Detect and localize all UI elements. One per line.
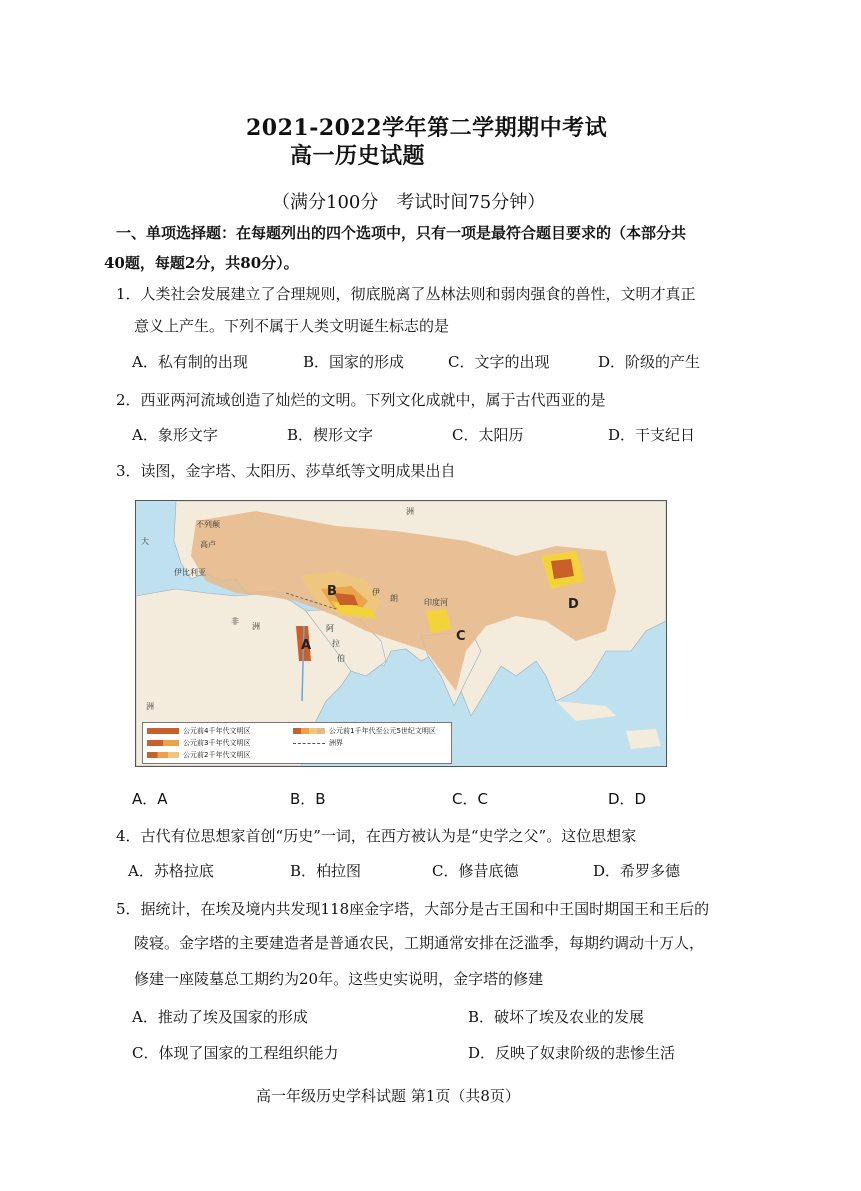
civilization-map: [135, 500, 667, 767]
place-label-continent-2: 洲: [406, 507, 414, 516]
place-label-arabia-2: 拉: [332, 639, 340, 648]
question-1-stem-line2: 意义上产生。下列不属于人类文明诞生标志的是: [134, 317, 450, 335]
question-1-option-d[interactable]: D．阶级的产生: [598, 353, 701, 371]
region-label-a: A: [301, 638, 312, 653]
place-label-gaul: 高卢: [200, 540, 216, 549]
region-label-c: C: [456, 629, 466, 644]
question-4-option-b[interactable]: B．柏拉图: [290, 862, 362, 880]
region-label-d: D: [568, 597, 579, 612]
question-3-option-b[interactable]: B．B: [290, 790, 326, 808]
legend-swatch-boundary: [293, 743, 325, 744]
map-land-island: [626, 729, 661, 749]
question-5-option-c[interactable]: C．体现了国家的工程组织能力: [132, 1044, 339, 1062]
question-4-option-d[interactable]: D．希罗多德: [593, 862, 681, 880]
legend-label-2k: 公元前2千年代文明区: [183, 751, 251, 759]
question-1-stem-line1: 1．人类社会发展建立了合理规则，彻底脱离了丛林法则和弱肉强食的兽性，文明才真正: [116, 285, 696, 303]
section-heading-line2: 40题，每题2分，共80分）。: [104, 254, 299, 272]
legend-swatch-2k: [147, 752, 179, 758]
place-label-iberia: 伊比利亚: [174, 568, 206, 577]
legend-label-1k: 公元前1千年代至公元5世纪文明区: [329, 727, 436, 735]
legend-item-boundary: [293, 738, 343, 748]
legend-label-4k: 公元前4千年代文明区: [183, 727, 251, 735]
question-5-stem-line3: 修建一座陵墓总工期约为20年。这些史实说明，金字塔的修建: [134, 970, 544, 988]
exam-info: （满分100分 考试时间75分钟）: [272, 192, 546, 213]
legend-swatch-1k: [293, 728, 325, 734]
legend-label-boundary: 洲界: [329, 739, 343, 747]
legend-swatch-3k: [147, 740, 179, 746]
place-label-indus: 印度河: [424, 598, 448, 607]
question-1-option-a[interactable]: A．私有制的出现: [132, 353, 248, 371]
legend-item-4k: [147, 726, 250, 736]
civ-zone-4k-d: [551, 559, 574, 579]
legend-item-2k: [147, 750, 250, 760]
place-label-ocean: 大: [141, 537, 149, 546]
question-2-option-a[interactable]: A．象形文字: [132, 426, 218, 444]
place-label-arabia-1: 阿: [326, 624, 334, 633]
section-heading-line1: 一、单项选择题：在每题列出的四个选项中，只有一项是最符合题目要求的（本部分共: [116, 224, 687, 242]
question-1-option-c[interactable]: C．文字的出现: [448, 353, 550, 371]
question-5-option-a[interactable]: A．推动了埃及国家的形成: [132, 1008, 308, 1026]
question-3-stem: 3．读图，金字塔、太阳历、莎草纸等文明成果出自: [116, 462, 456, 480]
map-legend: [142, 722, 452, 764]
question-5-option-d[interactable]: D．反映了奴隶阶级的悲惨生活: [468, 1044, 676, 1062]
question-5-option-b[interactable]: B．破坏了埃及农业的发展: [468, 1008, 645, 1026]
question-5-stem-line2: 陵寝。金字塔的主要建造者是普通农民，工期通常安排在泛滥季，每期约调动十万人，: [134, 934, 705, 952]
place-label-continent-1: 洲: [146, 702, 154, 711]
question-2-option-b[interactable]: B．楔形文字: [287, 426, 374, 444]
legend-item-1k: [293, 726, 436, 736]
place-label-arabia-3: 伯: [337, 654, 345, 663]
place-label-africa-2: 洲: [252, 622, 260, 631]
question-2-option-d[interactable]: D．干支纪日: [608, 426, 696, 444]
question-3-option-c[interactable]: C．C: [452, 790, 488, 808]
legend-label-3k: 公元前3千年代文明区: [183, 739, 251, 747]
legend-item-3k: [147, 738, 250, 748]
question-2-option-c[interactable]: C．太阳历: [452, 426, 524, 444]
place-label-africa-1: 非: [231, 617, 239, 626]
question-5-stem-line1: 5．据统计，在埃及境内共发现118座金字塔，大部分是古王国和中王国时期国王和王后的: [116, 900, 710, 918]
place-label-iran-1: 伊: [372, 588, 380, 597]
question-4-stem: 4．古代有位思想家首创“历史”一词，在西方被认为是“史学之父”。这位思想家: [116, 827, 637, 845]
question-4-option-a[interactable]: A．苏格拉底: [128, 862, 214, 880]
place-label-iran-2: 朗: [390, 594, 398, 603]
region-label-b: B: [327, 584, 337, 599]
question-3-option-d[interactable]: D．D: [608, 790, 647, 808]
exam-title: 2021-2022学年第二学期期中考试: [246, 115, 608, 141]
question-1-option-b[interactable]: B．国家的形成: [303, 353, 405, 371]
question-4-option-c[interactable]: C．修昔底德: [432, 862, 519, 880]
question-2-stem: 2．西亚两河流域创造了灿烂的文明。下列文化成就中，属于古代西亚的是: [116, 391, 606, 409]
page-footer: 高一年级历史学科试题 第1页（共8页）: [256, 1087, 520, 1105]
question-3-option-a[interactable]: A．A: [132, 790, 168, 808]
legend-swatch-4k: [147, 728, 179, 734]
exam-subtitle: 高一历史试题: [290, 143, 426, 169]
place-label-britain: 不列颠: [196, 520, 220, 529]
